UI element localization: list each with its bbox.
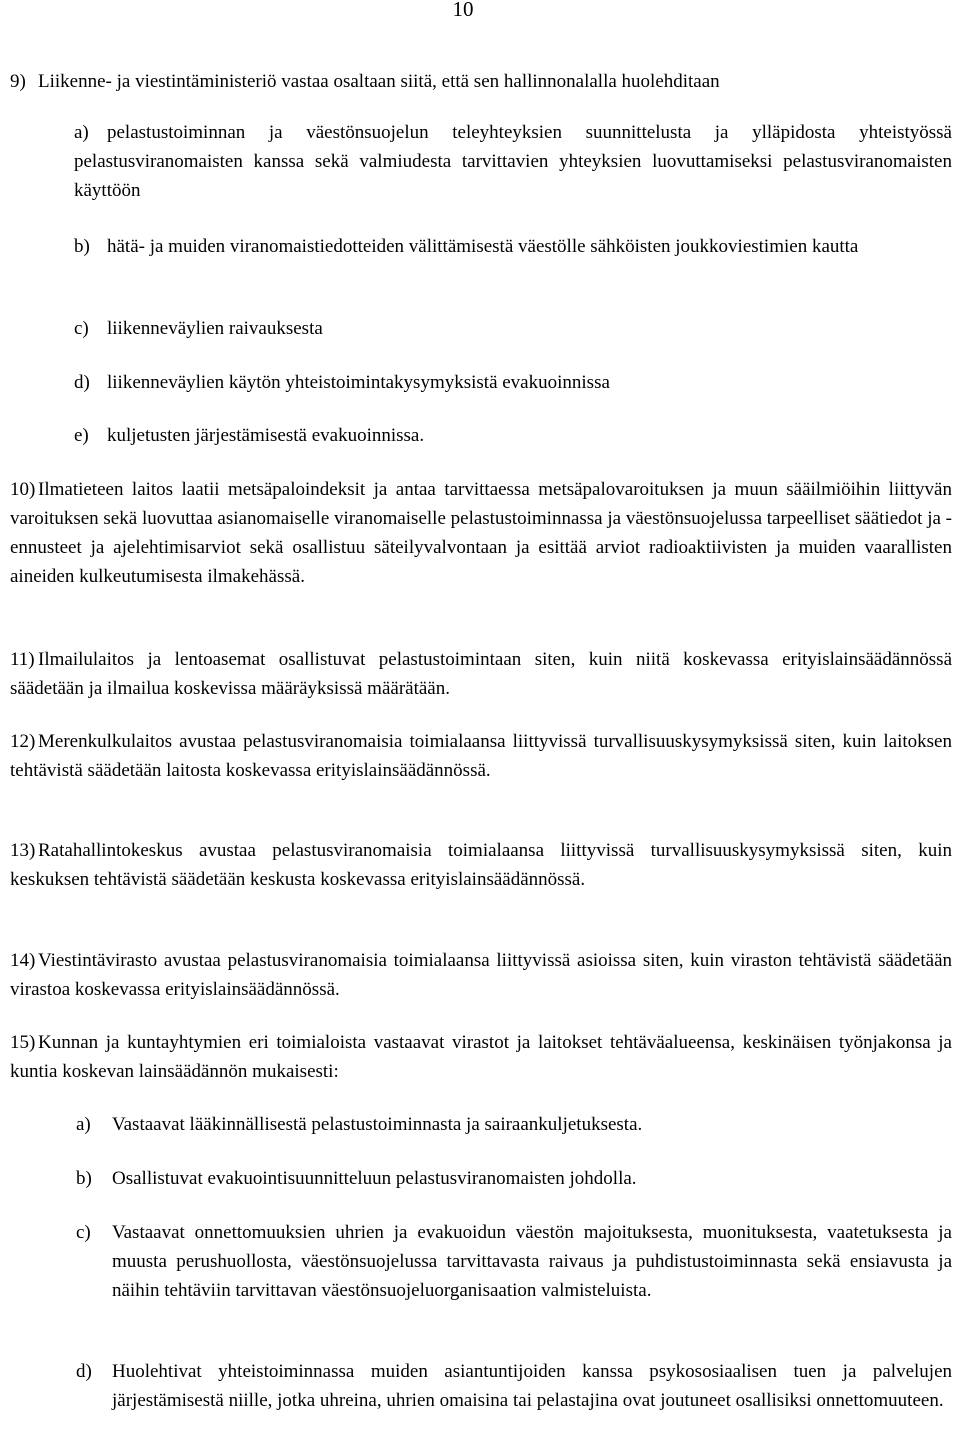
- item-letter: a): [76, 1114, 91, 1135]
- item-letter: d): [76, 1361, 92, 1382]
- item-text: hätä- ja muiden viranomaistiedotteiden välittämisestä väestölle sähköisten joukkoviestimien kautta: [107, 236, 859, 257]
- section-number: 14): [10, 950, 36, 971]
- list-item-15d: [76, 1357, 952, 1415]
- list-item-15b: [76, 1164, 952, 1193]
- item-letter: b): [76, 1168, 92, 1189]
- section-text: Ilmailulaitos ja lentoasemat osallistuvat pelastustoimintaan siten, kuin niitä koskevassa erityislainsäädännössä säädetään ja ilmailua koskevissa määräyksissä määrätään.: [10, 649, 952, 699]
- item-letter: d): [74, 372, 90, 393]
- section-number: 11): [10, 649, 35, 670]
- section-text: Liikenne- ja viestintäministeriö vastaa osaltaan siitä, että sen hallinnonalalla huolehditaan: [38, 71, 720, 92]
- section-15: [10, 1028, 952, 1086]
- item-letter: b): [74, 236, 90, 257]
- item-text: kuljetusten järjestämisestä evakuoinnissa.: [107, 425, 425, 446]
- item-text: liikenneväylien käytön yhteistoimintakysymyksistä evakuoinnissa: [107, 372, 610, 393]
- item-letter: e): [74, 425, 89, 446]
- section-text: Merenkulkulaitos avustaa pelastusviranomaisia toimialaansa liittyvissä turvallisuuskysymyksissä siten, kuin laitoksen tehtävistä säädetään laitosta koskevassa erityislainsäädännössä.: [10, 731, 952, 781]
- list-item-15a: [76, 1110, 952, 1139]
- item-letter: c): [76, 1222, 91, 1243]
- section-12: [10, 727, 952, 785]
- list-item-9e: [74, 421, 952, 450]
- item-text: Osallistuvat evakuointisuunnitteluun pelastusviranomaisten johdolla.: [112, 1168, 637, 1189]
- section-number: 10): [10, 479, 36, 500]
- section-text: Viestintävirasto avustaa pelastusviranomaisia toimialaansa liittyvissä asioissa siten, kuin viraston tehtävistä säädetään virastoa koskevassa erityislainsäädännössä.: [10, 950, 952, 1000]
- section-text: Ilmatieteen laitos laatii metsäpaloindeksit ja antaa tarvittaessa metsäpalovaroituksen ja muun sääilmiöihin liittyvän varoituksen sekä luovuttaa asianomaiselle viranomaiselle pelastustoiminnassa ja väestönsuojelussa tarpeelliset säätiedot ja -ennusteet ja ajelehtimisarviot sekä osallistuu säteilyvalvontaan ja esittää arviot radioaktiivisten ja muiden vaarallisten aineiden kulkeutumisesta ilmakehässä.: [10, 479, 952, 587]
- item-letter: c): [74, 318, 89, 339]
- list-item-15c: [76, 1218, 952, 1305]
- list-item-9c: [74, 314, 952, 343]
- list-item-9a: [74, 118, 952, 205]
- section-13: [10, 836, 952, 894]
- section-number: 9): [10, 71, 26, 92]
- item-letter: a): [74, 122, 89, 143]
- section-9: [10, 67, 952, 96]
- section-text: Kunnan ja kuntayhtymien eri toimialoista vastaavat virastot ja laitokset tehtäväalueensa, keskinäisen työnjakonsa ja kuntia koskevan lainsäädännön mukaisesti:: [10, 1032, 952, 1082]
- section-number: 13): [10, 840, 36, 861]
- section-text: Ratahallintokeskus avustaa pelastusviranomaisia toimialaansa liittyvissä turvallisuuskysymyksissä siten, kuin keskuksen tehtävistä säädetään keskusta koskevassa erityislainsäädännössä.: [10, 840, 952, 890]
- section-number: 12): [10, 731, 36, 752]
- list-item-9d: [74, 368, 952, 397]
- item-text: Vastaavat onnettomuuksien uhrien ja evakuoidun väestön majoituksesta, muonituksesta, vaatetuksesta ja muusta perushuollosta, väestönsuojelussa tarvittavasta raivaus ja puhdistustoiminnasta sekä ensiavusta ja näihin tehtäviin tarvittavan väestönsuojeluorganisaation valmisteluista.: [112, 1222, 952, 1301]
- section-10: [10, 475, 952, 591]
- list-item-9b: [74, 232, 952, 261]
- item-text: Vastaavat lääkinnällisestä pelastustoiminnasta ja sairaankuljetuksesta.: [112, 1114, 643, 1135]
- item-text: Huolehtivat yhteistoiminnassa muiden asiantuntijoiden kanssa psykososiaalisen tuen ja palvelujen järjestämisestä niille, jotka uhreina, uhrien omaisina tai pelastajina ovat joutuneet osallisiksi onnettomuuteen.: [112, 1361, 952, 1411]
- section-14: [10, 946, 952, 1004]
- page-number: 10: [452, 0, 474, 21]
- section-11: [10, 645, 952, 703]
- section-number: 15): [10, 1032, 36, 1053]
- item-text: liikenneväylien raivauksesta: [107, 318, 323, 339]
- item-text: pelastustoiminnan ja väestönsuojelun teleyhteyksien suunnittelusta ja ylläpidosta yhteistyössä pelastusviranomaisten kanssa sekä valmiudesta tarvittavien yhteyksien luovuttamiseksi pelastusviranomaisten käyttöön: [74, 122, 952, 201]
